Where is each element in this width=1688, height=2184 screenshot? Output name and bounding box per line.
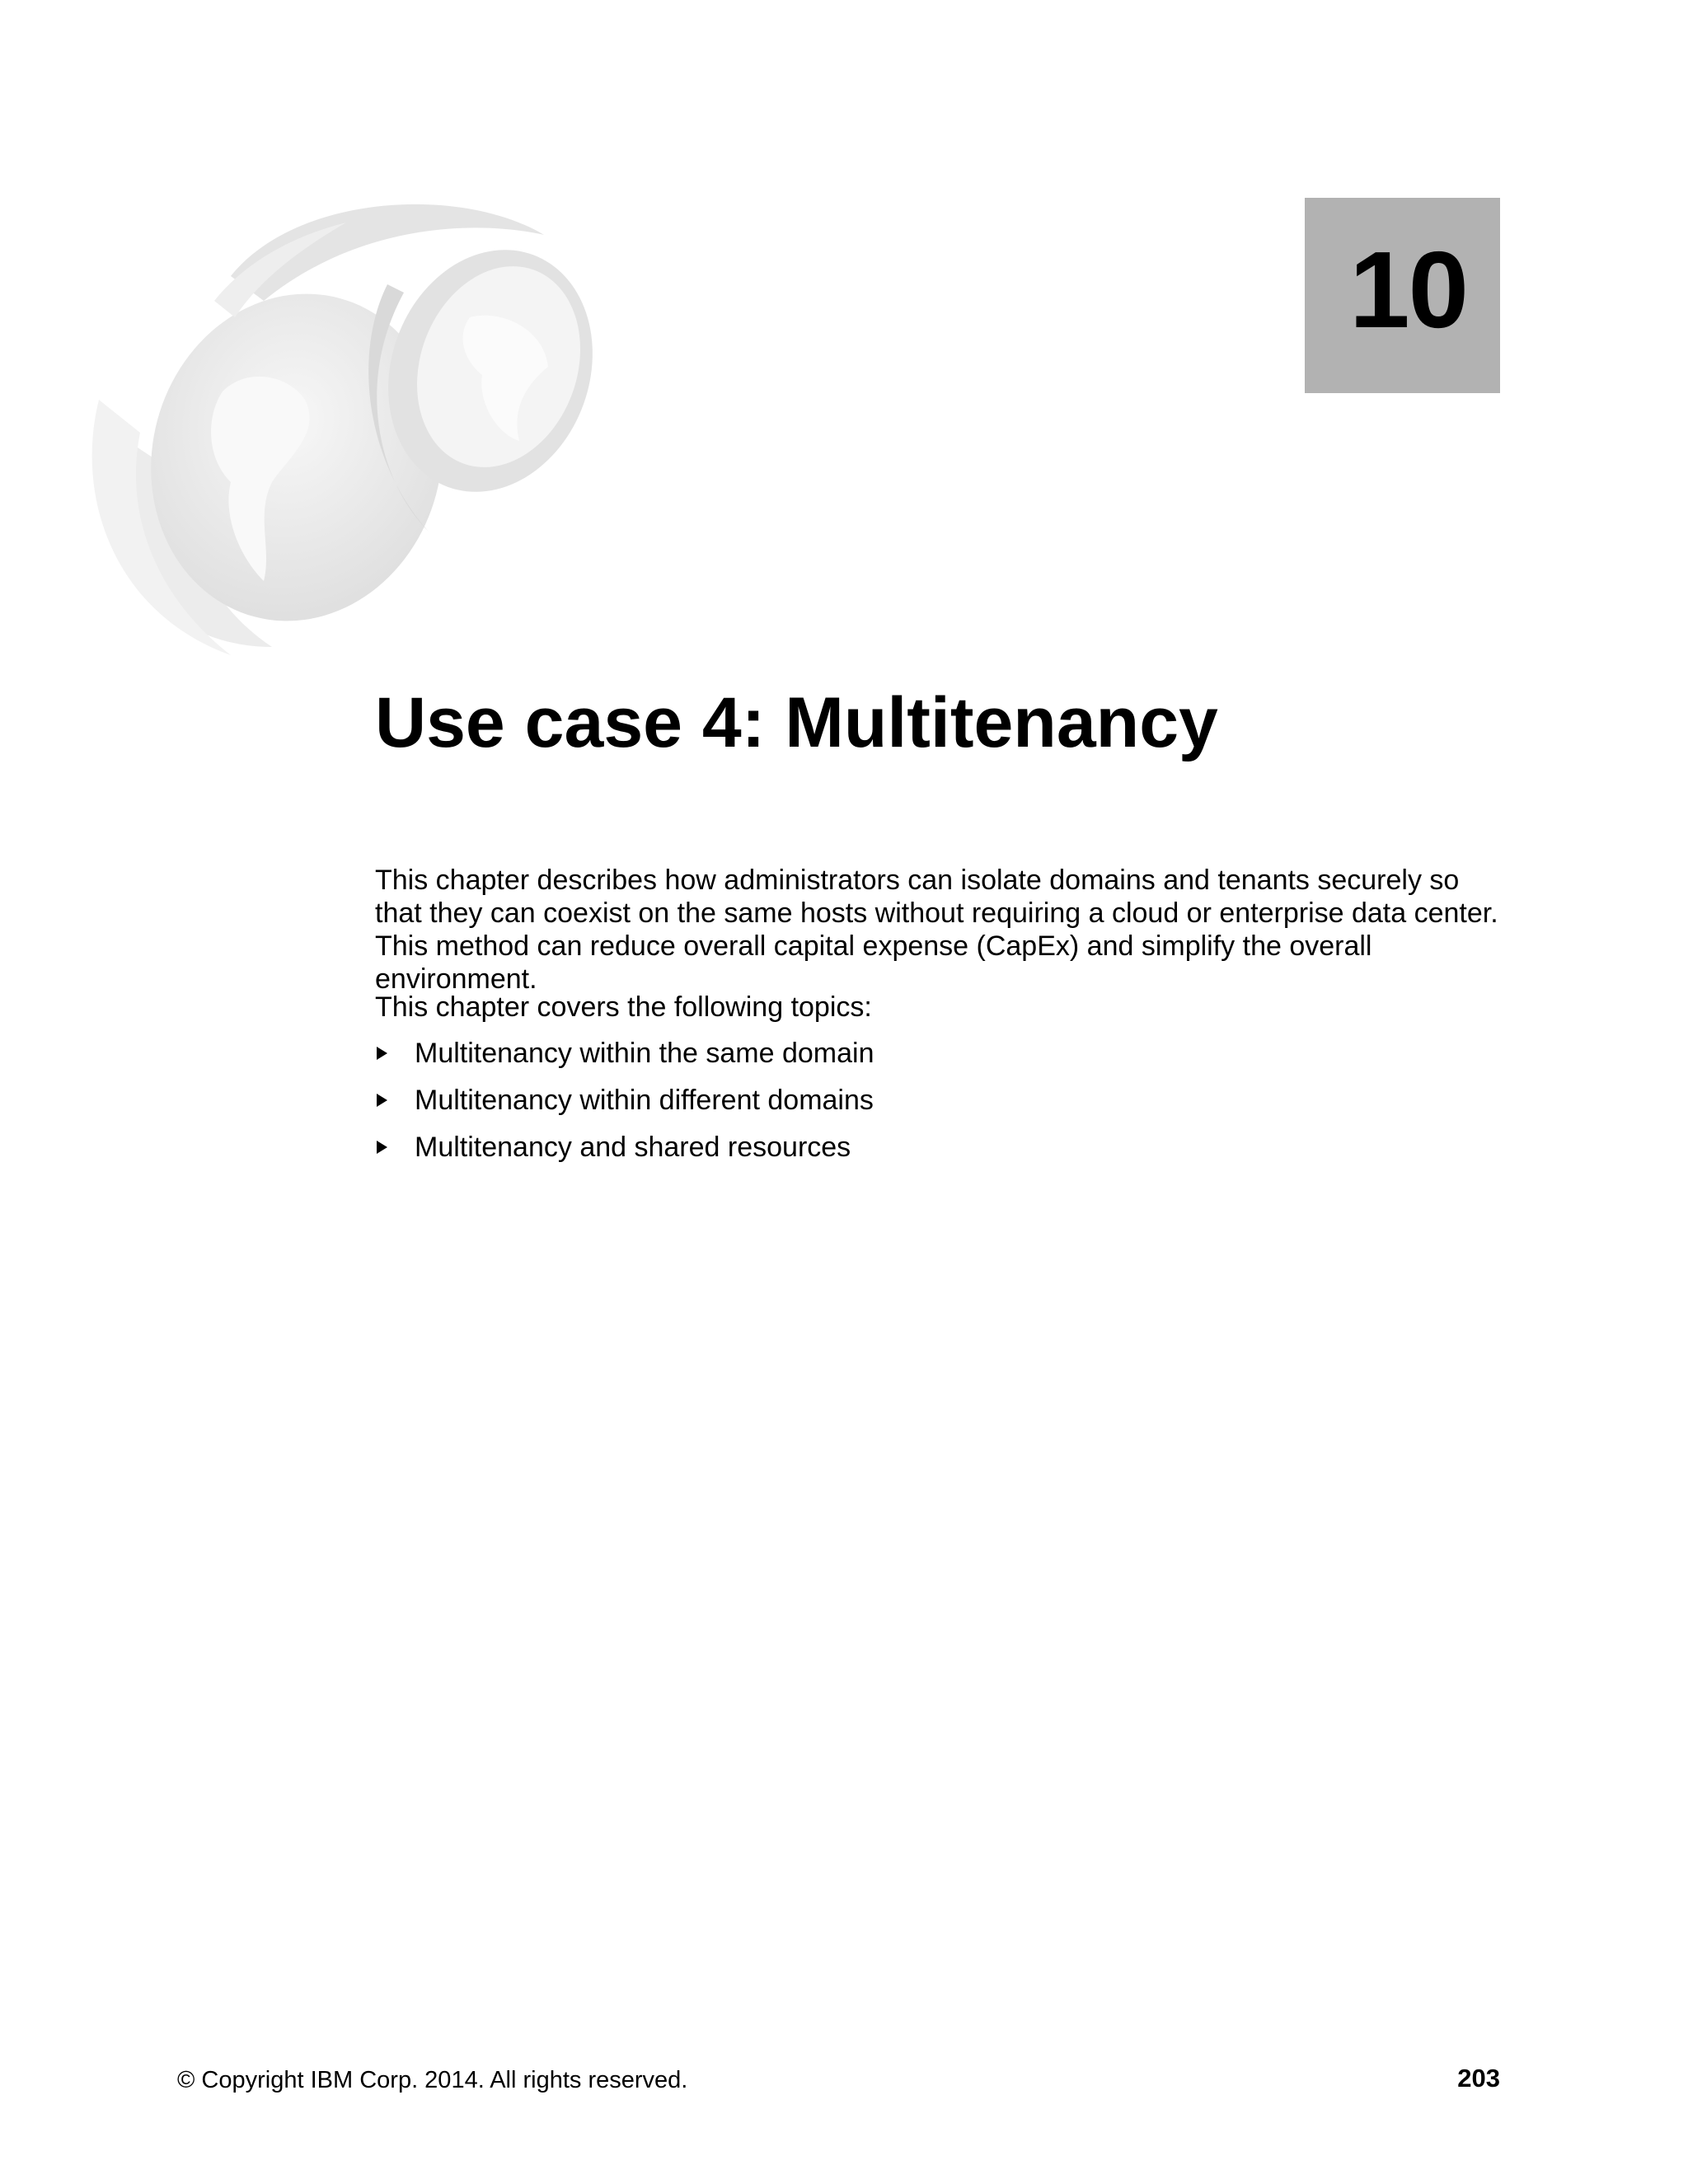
- topic-label: Multitenancy within the same domain: [415, 1038, 874, 1069]
- triangle-bullet-icon: [377, 1047, 387, 1060]
- topic-label: Multitenancy within different domains: [415, 1085, 874, 1116]
- list-item: [375, 1131, 874, 1178]
- list-item: [375, 1037, 874, 1084]
- list-item: [375, 1084, 874, 1131]
- chapter-number: 10: [1349, 229, 1467, 350]
- footer-copyright: © Copyright IBM Corp. 2014. All rights reserved.: [177, 2067, 688, 2093]
- globe-swirl-logo-icon: [82, 185, 676, 672]
- chapter-title: Use case 4: Multitenancy: [375, 683, 1218, 762]
- topic-label: Multitenancy and shared resources: [415, 1132, 851, 1163]
- intro-paragraph: This chapter describes how administrators can isolate domains and tenants securely so that they can coexist on the same hosts without requiring a cloud or enterprise data center. This method can reduce overall capital expense (CapEx) and simplify the overall environment.: [375, 865, 1498, 995]
- topic-list: [375, 1037, 874, 1178]
- triangle-bullet-icon: [377, 1141, 387, 1154]
- page-number: 203: [1457, 2064, 1500, 2093]
- triangle-bullet-icon: [377, 1094, 387, 1107]
- topics-intro: This chapter covers the following topics:: [375, 991, 872, 1023]
- chapter-number-box: [1305, 198, 1500, 393]
